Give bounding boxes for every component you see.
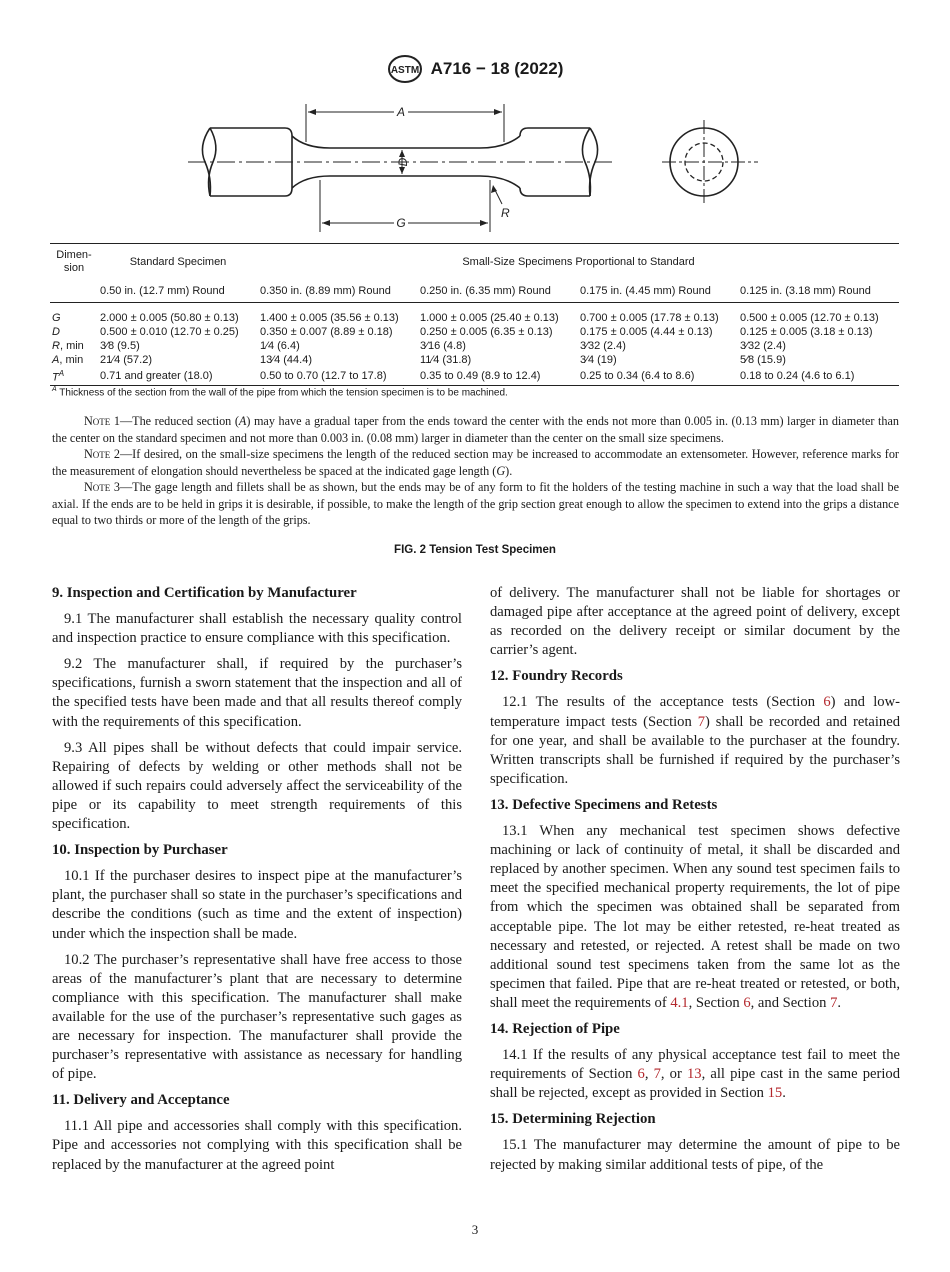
- dimension-symbol: T: [52, 371, 59, 384]
- note-2: Note 2—If desired, on the small-size specimens the length of the reduced section may be increased to accommodate an extensometer. However, reference marks for the measurement of elongation should nevertheless be spaced at the indicated gage length (G).: [52, 447, 899, 478]
- paragraph: 10.1 If the purchaser desires to inspect pipe at the manufacturer’s plant, the purchaser shall so state in the purchaser’s specifications and describe the conditions (such as time and the extent of inspection) under which the inspection shall be made.: [52, 868, 462, 942]
- table-cell: 0.350 ± 0.007 (8.89 ± 0.18): [260, 326, 393, 338]
- dimension-symbol: D: [52, 326, 60, 338]
- table-cell: 0.71 and greater (18.0): [98, 367, 258, 385]
- note-1: Note 1—The reduced section (A) may have a gradual taper from the ends toward the center with the ends not more than 0.005 in. (0.13 mm) larger in diameter than the center on the standard specimen and not more than 0.003 in. (0.08 mm) larger in diameter than the center on the small size specimens.: [52, 414, 899, 445]
- paragraph: 12.1 The results of the acceptance tests (Section 6) and low-temperature impact tests (Section 7) shall be recorded and retained for one year, and shall be available to the purchaser at the foundry. Written transcripts shall be furnished if required by the purchaser’s specification.: [490, 694, 901, 787]
- section-link[interactable]: 7: [830, 994, 838, 1011]
- dimension-a-label: A: [396, 105, 406, 119]
- dimension-column-header: Dimen- sion: [50, 244, 98, 281]
- astm-logo-text: ASTM: [390, 65, 419, 76]
- section-heading: 10. Inspection by Purchaser: [52, 842, 228, 859]
- section-heading: 11. Delivery and Acceptance: [52, 1092, 230, 1109]
- astm-logo-icon: [387, 54, 423, 84]
- table-cell: 5⁄8 (15.9): [740, 354, 786, 366]
- size-header: 0.250 in. (6.35 mm) Round: [420, 285, 551, 297]
- section-link[interactable]: 4.1: [670, 994, 689, 1011]
- dimension-g-label: G: [396, 216, 406, 230]
- fillet-r-label: R: [501, 206, 510, 220]
- page-header: [0, 54, 950, 84]
- section-link[interactable]: 13: [686, 1066, 702, 1083]
- table-cell: 0.50 to 0.70 (12.7 to 17.8): [258, 367, 418, 385]
- paragraph: 10.2 The purchaser’s representative shall have free access to those areas of the manufacturer’s plant that are necessary to determine compliance with this specification. The manufacturer shall make available for the use of the purchaser’s representative such gages as are necessary for inspection. The manufacturer shall provide the purchaser’s representative with assistance as necessary for handling of pipe.: [52, 951, 462, 1083]
- paragraph: of delivery. The manufacturer shall not be liable for shortages or damaged pipe after acceptance at the agreed point of delivery, except as recorded on the delivery receipt or similar document by the carrier’s agent.: [490, 585, 900, 659]
- dimension-symbol: A: [52, 354, 60, 366]
- table-cell: 0.18 to 0.24 (4.6 to 6.1): [738, 367, 899, 385]
- page-number: 3: [471, 1222, 479, 1237]
- paragraph: 13.1 When any mechanical test specimen shows defective machining or lack of continuity of metal, it shall be discarded and replaced by another specimen. When any sound test specimen fails to meet the specified mechanical property requirements, the lot of pipe from which the specimen was obtained shall be separated from acceptable pipe. The lot may be either retested, re-heat treated as necessary and retested, or rejected. A retest shall be made on two additional sound test specimens taken from the same lot as the specimen that failed. Pipe that are re-heat treated or retested, or both, shall meet the requirements of 4.1, Section 6, and Section 7.: [490, 823, 900, 1011]
- standard-specimen-header: Standard Specimen: [98, 244, 258, 281]
- paragraph: 11.1 All pipe and accessories shall comply with this specification. Pipe and accessories not complying with this specification shall be replaced by the manufacturer at the agreed point: [52, 1118, 462, 1173]
- table-cell: 21⁄4 (57.2): [100, 354, 152, 366]
- table-row: A, min 21⁄4 (57.2) 13⁄4 (44.4) 11⁄4 (31.8) 3⁄4 (19) 5⁄8 (15.9): [50, 353, 899, 367]
- table-cell: 1.000 ± 0.005 (25.40 ± 0.13): [420, 312, 559, 324]
- table-cell: 0.500 ± 0.005 (12.70 ± 0.13): [740, 312, 879, 324]
- table-footnote: $^A$ Thickness of the section from the wall of the pipe from which the tension specimen is to be machined.: [52, 386, 508, 399]
- figure-caption: FIG. 2 Tension Test Specimen: [394, 544, 556, 556]
- section-link[interactable]: 6: [743, 994, 751, 1011]
- table-cell: 1.400 ± 0.005 (35.56 ± 0.13): [260, 312, 399, 324]
- section-link[interactable]: 6: [637, 1066, 645, 1083]
- size-header: 0.175 in. (4.45 mm) Round: [580, 285, 711, 297]
- table-cell: 0.35 to 0.49 (8.9 to 12.4): [418, 367, 578, 385]
- table-row: [50, 311, 899, 325]
- paragraph: 9.2 The manufacturer shall, if required by the purchaser’s specifications, furnish a sworn statement that the inspection and all of the specified tests have been made and that all results thereof comply with the requirements of this specification.: [52, 656, 462, 730]
- size-header: 0.350 in. (8.89 mm) Round: [260, 285, 391, 297]
- table-cell: 3⁄16 (4.8): [420, 340, 466, 352]
- note-3: Note 3—The gage length and fillets shall be as shown, but the ends may be of any form to fit the holders of the testing machine in such a way that the load shall be axial. If the ends are to be held in grips it is desirable, if possible, to make the length of the grip section great enough to allow the specimen to extend into the grips a distance equal to two thirds or more of the length of the grips.: [52, 480, 899, 527]
- section-link[interactable]: 7: [697, 713, 706, 730]
- paragraph: 9.1 The manufacturer shall establish the necessary quality control and inspection practice to ensure compliance with this specification.: [52, 611, 462, 647]
- table-cell: 3⁄32 (2.4): [580, 340, 626, 352]
- specimen-dimensions-table: [50, 243, 899, 386]
- dimension-symbol: R: [52, 340, 60, 352]
- paragraph: 9.3 All pipes shall be without defects that could impair service. Repairing of defects by welding or other methods shall not be allowed if such repairs could adversely affect the serviceability of the pipe or its capability to meet strength requirements of this specification.: [52, 739, 462, 833]
- section-link[interactable]: 7: [653, 1066, 661, 1083]
- table-cell: 0.250 ± 0.005 (6.35 ± 0.13): [420, 326, 553, 338]
- dimension-symbol: G: [52, 312, 61, 324]
- table-cell: 0.25 to 0.34 (6.4 to 8.6): [578, 367, 738, 385]
- section-heading: 9. Inspection and Certification by Manufacturer: [52, 585, 357, 601]
- dimension-d-label: D: [396, 157, 410, 167]
- right-column: [490, 584, 900, 1182]
- small-size-header: Small-Size Specimens Proportional to Standard: [258, 244, 899, 281]
- table-cell: 0.700 ± 0.005 (17.78 ± 0.13): [580, 312, 719, 324]
- table-row: [50, 325, 899, 339]
- table-cell: 0.125 ± 0.005 (3.18 ± 0.13): [740, 326, 873, 338]
- size-header: 0.125 in. (3.18 mm) Round: [740, 285, 871, 297]
- section-heading: 15. Determining Rejection: [490, 1111, 656, 1128]
- table-cell: 3⁄4 (19): [580, 354, 617, 366]
- table-cell: 2.000 ± 0.005 (50.80 ± 0.13): [100, 312, 239, 324]
- paragraph: 14.1 If the results of any physical acceptance test fail to meet the requirements of Section 6, 7, or 13, all pipe cast in the same period shall be rejected, except as provided in Section 15.: [490, 1047, 900, 1102]
- table-cell: 3⁄32 (2.4): [740, 340, 786, 352]
- table-row: $T^A$ 0.71 and greater (18.0) 0.50 to 0.70 (12.7 to 17.8) 0.35 to 0.49 (8.9 to 12.4) 0.25 to 0.34 (6.4 to 8.6) 0.18 to 0.24 (4.6 to 6.1): [50, 367, 899, 385]
- section-heading: 14. Rejection of Pipe: [490, 1020, 620, 1037]
- document-designation: A716 − 18 (2022): [430, 59, 564, 78]
- table-row: R, min 3⁄8 (9.5) 1⁄4 (6.4) 3⁄16 (4.8) 3⁄32 (2.4) 3⁄32 (2.4): [50, 339, 899, 353]
- paragraph: 15.1 The manufacturer may determine the amount of pipe to be rejected by making similar additional tests of pipe, of the: [490, 1137, 900, 1173]
- table-cell: 1⁄4 (6.4): [260, 340, 300, 352]
- table-cell: 0.500 ± 0.010 (12.70 ± 0.25): [100, 326, 239, 338]
- table-cell: 11⁄4 (31.8): [420, 354, 472, 366]
- section-heading: 13. Defective Specimens and Retests: [490, 796, 718, 813]
- left-column: [52, 584, 462, 1182]
- size-header: 0.50 in. (12.7 mm) Round: [100, 285, 225, 297]
- section-heading: 12. Foundry Records: [490, 668, 623, 685]
- section-link[interactable]: 6: [823, 694, 831, 711]
- table-cell: 0.175 ± 0.005 (4.44 ± 0.13): [580, 326, 713, 338]
- section-link[interactable]: 15: [767, 1085, 783, 1102]
- tension-specimen-figure: [180, 96, 770, 236]
- table-cell: 3⁄8 (9.5): [100, 340, 140, 352]
- table-cell: 13⁄4 (44.4): [260, 354, 312, 366]
